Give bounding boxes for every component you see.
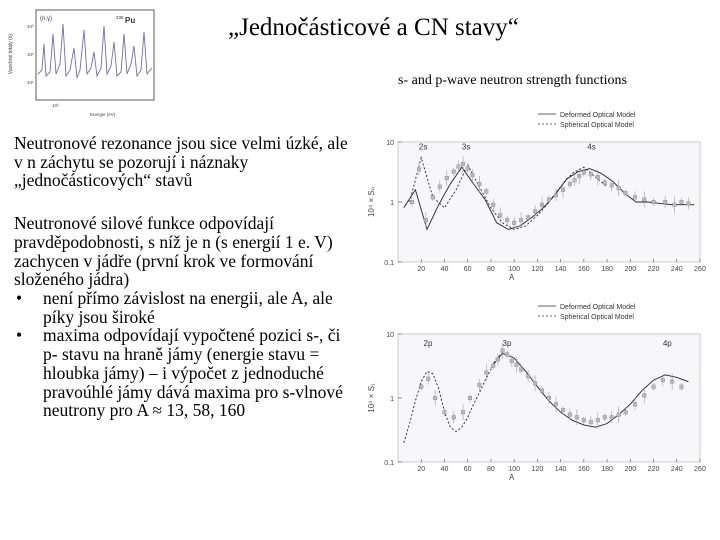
mini-xtick: 10³: [52, 103, 59, 108]
y-tick-label: 0.1: [384, 460, 394, 467]
x-tick-label: 220: [647, 266, 660, 273]
data-point: [491, 203, 495, 207]
x-tick-label: 160: [578, 466, 590, 473]
paragraph-resonances: Neutronové rezonance jsou sice velmi úzké, ale v n záchytu se pozorují i náznaky „jednočásticových“ stavů: [14, 133, 348, 191]
x-tick-label: 60: [463, 266, 472, 273]
mini-ytick-1: 10³: [27, 24, 34, 29]
mini-ytick-2: 10²: [27, 52, 34, 57]
data-point: [687, 202, 691, 206]
mini-ytick-3: 10¹: [27, 80, 34, 85]
x-tick-label: 40: [440, 466, 449, 473]
data-point: [484, 190, 488, 194]
data-point: [673, 203, 677, 207]
paragraph-strength-functions: Neutronové silové funkce odpovídají pravděpodobnosti, s níž je n (s energií 1 e. V) zachycen v jádře (první krok ve formování složeného jádra): [14, 213, 333, 290]
data-point: [568, 182, 572, 186]
shell-annotation: 3p: [502, 338, 512, 348]
data-point: [471, 173, 475, 177]
x-tick-label: 120: [531, 466, 544, 473]
data-point: [633, 402, 637, 406]
shell-annotation: 2p: [423, 338, 433, 348]
data-point: [680, 200, 684, 204]
bullet-symbol: •: [16, 325, 23, 346]
data-point: [670, 380, 674, 384]
data-point: [568, 413, 572, 417]
data-point: [519, 218, 523, 222]
data-point: [498, 214, 502, 218]
data-point: [624, 191, 628, 195]
mini-isotope: Pu: [125, 16, 136, 25]
data-point: [603, 181, 607, 185]
data-point: [561, 188, 565, 192]
data-point: [633, 195, 637, 199]
data-point: [426, 377, 430, 381]
bullet-text: není přímo závislost na energii, ale A, ale píky jsou široké: [43, 288, 333, 327]
data-point: [443, 410, 447, 414]
data-point: [596, 418, 600, 422]
data-point: [547, 396, 551, 400]
x-tick-label: 120: [531, 266, 544, 273]
bullet-item: [14, 289, 354, 326]
bullet-list: [14, 289, 354, 420]
data-point: [452, 415, 456, 419]
legend-label: Deformed Optical Model: [560, 304, 636, 311]
data-point: [526, 374, 530, 378]
data-point: [617, 186, 621, 190]
x-tick-label: 20: [417, 466, 426, 473]
data-point: [589, 172, 593, 176]
data-point: [419, 385, 423, 389]
y-tick-label: 10: [386, 332, 394, 339]
data-point: [491, 364, 495, 368]
x-tick-label: 180: [601, 466, 613, 473]
x-tick-label: 140: [554, 266, 567, 273]
data-point: [540, 203, 544, 207]
data-point: [624, 410, 628, 414]
mini-xlabel: Energie (eV): [90, 112, 116, 117]
x-tick-label: 60: [463, 466, 472, 473]
data-point: [554, 402, 558, 406]
data-point: [575, 415, 579, 419]
x-tick-label: 260: [694, 466, 706, 473]
p-wave-strength-chart: [360, 296, 718, 490]
mini-isotope-mass: 235: [116, 15, 124, 20]
x-tick-label: 100: [508, 266, 520, 273]
bullet-item: [14, 326, 354, 420]
data-point: [496, 358, 500, 362]
x-tick-label: 80: [487, 266, 495, 273]
x-tick-label: 160: [578, 266, 590, 273]
data-point: [515, 363, 519, 367]
data-point: [410, 200, 414, 204]
bullet-text: maxima odpovídají vypočtené pozici s-, či p- stavu na hraně jámy (energie stavu = hloubka jámy) – i výpočet z jednoduché pravoúhlé jámy dává maxima pro s-vlnové neutrony pro A ≈ 13, 58, 160: [43, 325, 343, 421]
data-point: [478, 383, 482, 387]
data-point: [461, 162, 465, 166]
x-tick-label: 260: [694, 266, 706, 273]
mini-bracket-label: (n,γ): [40, 16, 52, 22]
data-point: [431, 195, 435, 199]
data-point: [478, 182, 482, 186]
data-point: [663, 200, 667, 204]
data-point: [573, 178, 577, 182]
y-tick-label: 1: [390, 200, 394, 207]
bullet-symbol: •: [16, 288, 23, 309]
y-tick-label: 10: [386, 140, 394, 147]
data-point: [468, 396, 472, 400]
shell-annotation: 3s: [461, 142, 471, 152]
data-point: [652, 385, 656, 389]
y-axis-label: 10⁴ × S₀: [367, 186, 376, 218]
data-point: [680, 385, 684, 389]
data-point: [424, 218, 428, 222]
data-point: [438, 185, 442, 189]
data-point: [484, 371, 488, 375]
data-point: [589, 420, 593, 424]
legend-label: Deformed Optical Model: [560, 112, 636, 119]
x-tick-label: 220: [647, 466, 660, 473]
data-point: [617, 413, 621, 417]
x-tick-label: 200: [624, 266, 637, 273]
data-point: [461, 410, 465, 414]
x-tick-label: 20: [417, 266, 426, 273]
x-tick-label: 40: [440, 266, 449, 273]
slide-subtitle: s- and p-wave neutron strength functions: [398, 73, 627, 88]
data-point: [577, 174, 581, 178]
data-point: [610, 415, 614, 419]
data-point: [642, 198, 646, 202]
x-tick-label: 240: [670, 266, 683, 273]
data-point: [596, 175, 600, 179]
data-point: [554, 193, 558, 197]
data-point: [533, 381, 537, 385]
y-axis-label: 10⁴ × S₁: [367, 383, 376, 413]
data-point: [452, 170, 456, 174]
data-point: [512, 221, 516, 225]
data-point: [547, 198, 551, 202]
data-point: [457, 165, 461, 169]
body-text: [14, 134, 354, 420]
data-point: [610, 183, 614, 187]
x-tick-label: 80: [487, 466, 495, 473]
data-point: [642, 394, 646, 398]
data-point: [561, 408, 565, 412]
x-axis-label: A: [509, 473, 515, 482]
s-wave-strength-chart: [360, 104, 718, 290]
data-point: [505, 218, 509, 222]
data-point: [652, 200, 656, 204]
data-point: [519, 368, 523, 372]
data-point: [582, 418, 586, 422]
data-point: [466, 167, 470, 171]
data-point: [510, 359, 514, 363]
pu-cross-section-thumbnail: [6, 4, 162, 120]
shell-annotation: 4s: [587, 142, 596, 152]
x-tick-label: 100: [508, 466, 520, 473]
x-tick-label: 240: [670, 466, 683, 473]
data-point: [582, 171, 586, 175]
data-point: [526, 216, 530, 220]
y-tick-label: 0.1: [384, 260, 394, 267]
x-tick-label: 180: [601, 266, 613, 273]
data-point: [501, 349, 505, 353]
legend-label: Spherical Optical Model: [560, 122, 634, 129]
x-tick-label: 140: [554, 466, 567, 473]
mini-ylabel: Vazebné totály (b): [8, 33, 14, 75]
shell-annotation: 2s: [418, 142, 428, 152]
y-tick-label: 1: [390, 396, 394, 403]
data-point: [661, 378, 665, 382]
data-point: [445, 176, 449, 180]
x-axis-label: A: [509, 273, 515, 282]
data-point: [533, 209, 537, 213]
x-tick-label: 200: [624, 466, 637, 473]
data-point: [433, 396, 437, 400]
slide-title: „Jednočásticové a CN stavy“: [228, 14, 519, 41]
mini-plot-frame: [36, 10, 154, 100]
shell-annotation: 4p: [662, 338, 672, 348]
data-point: [540, 389, 544, 393]
data-point: [505, 353, 509, 357]
data-point: [417, 168, 421, 172]
data-point: [603, 415, 607, 419]
legend-label: Spherical Optical Model: [560, 314, 634, 321]
